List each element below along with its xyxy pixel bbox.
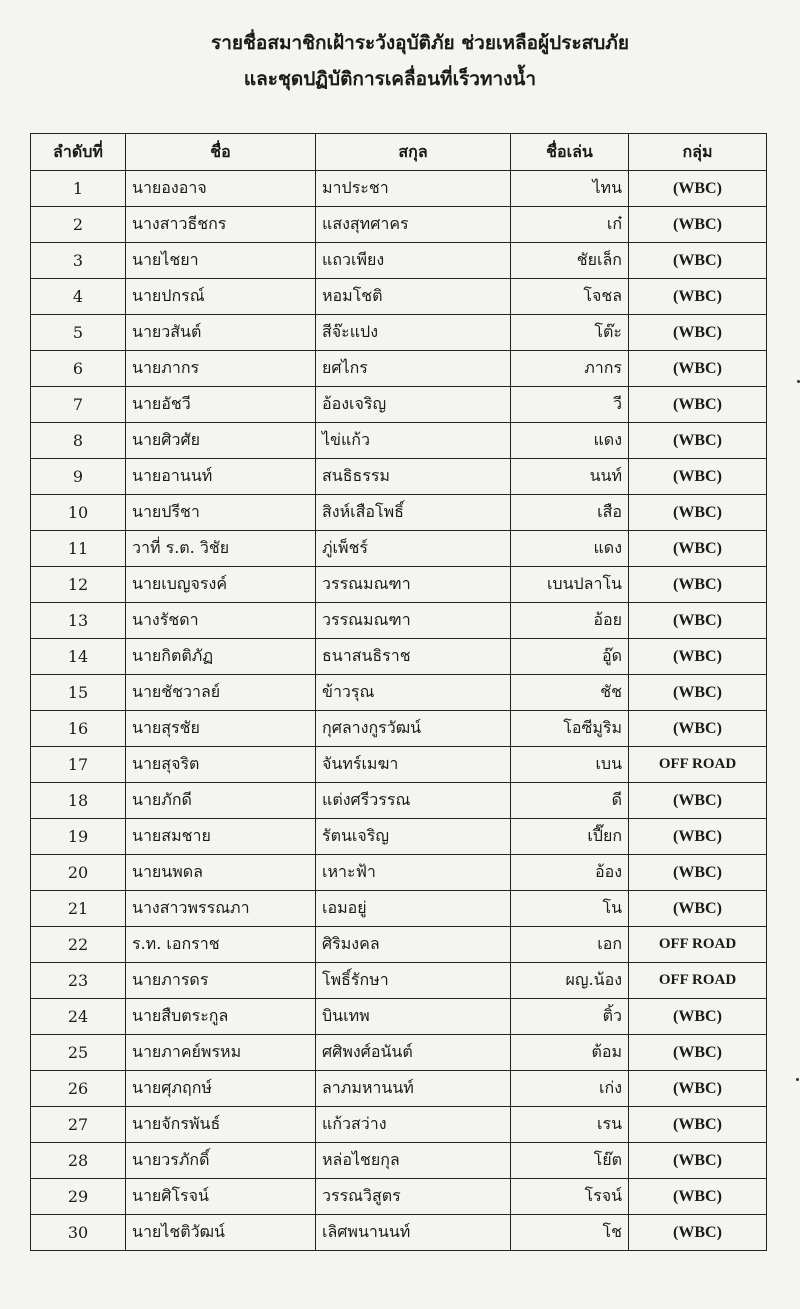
row-number: 5 (31, 315, 126, 351)
table-row (31, 891, 767, 927)
nickname-cell: ต้อม (511, 1035, 629, 1071)
table-row (31, 1035, 767, 1071)
first-name-cell: นายอานนท์ (126, 459, 316, 495)
table-header-row (31, 134, 767, 171)
table-row (31, 639, 767, 675)
surname-cell: แสงสุทศาคร (316, 207, 511, 243)
surname-cell: ศศิพงศ์อนันต์ (316, 1035, 511, 1071)
row-number: 1 (31, 171, 126, 207)
row-number: 13 (31, 603, 126, 639)
row-number: 19 (31, 819, 126, 855)
surname-cell: บินเทพ (316, 999, 511, 1035)
table-row (31, 1143, 767, 1179)
surname-cell: แก้วสว่าง (316, 1107, 511, 1143)
first-name-cell: นายนพดล (126, 855, 316, 891)
surname-cell: เหาะฟ้า (316, 855, 511, 891)
first-name-cell: นางสาวพรรณภา (126, 891, 316, 927)
surname-cell: สีจ๊ะแปง (316, 315, 511, 351)
table-row (31, 783, 767, 819)
nickname-cell: โน (511, 891, 629, 927)
table-row (31, 315, 767, 351)
surname-cell: สนธิธรรม (316, 459, 511, 495)
group-cell: (WBC) (629, 891, 767, 927)
first-name-cell: ร.ท. เอกราช (126, 927, 316, 963)
first-name-cell: นายสุจริต (126, 747, 316, 783)
member-table (30, 133, 767, 1251)
table-row (31, 567, 767, 603)
table-row (31, 423, 767, 459)
table-row (31, 819, 767, 855)
document-subtitle: และชุดปฏิบัติการเคลื่อนที่เร็วทางน้ำ (243, 68, 537, 90)
table-row (31, 927, 767, 963)
nickname-cell: นนท์ (511, 459, 629, 495)
header-group: กลุ่ม (629, 134, 767, 171)
row-number: 12 (31, 567, 126, 603)
group-cell: (WBC) (629, 1179, 767, 1215)
surname-cell: สิงห์เสือโพธิ์ (316, 495, 511, 531)
row-number: 10 (31, 495, 126, 531)
group-cell: (WBC) (629, 279, 767, 315)
nickname-cell: เปี๊ยก (511, 819, 629, 855)
first-name-cell: นายสมชาย (126, 819, 316, 855)
group-cell: (WBC) (629, 711, 767, 747)
surname-cell: หล่อไชยกุล (316, 1143, 511, 1179)
group-cell: (WBC) (629, 171, 767, 207)
row-number: 28 (31, 1143, 126, 1179)
group-cell: (WBC) (629, 1143, 767, 1179)
first-name-cell: นายชัชวาลย์ (126, 675, 316, 711)
group-cell: (WBC) (629, 855, 767, 891)
table-row (31, 1215, 767, 1251)
group-cell: (WBC) (629, 243, 767, 279)
row-number: 7 (31, 387, 126, 423)
group-cell: (WBC) (629, 495, 767, 531)
row-number: 20 (31, 855, 126, 891)
row-number: 17 (31, 747, 126, 783)
nickname-cell: เก๋ (511, 207, 629, 243)
header-name: ชื่อ (126, 134, 316, 171)
nickname-cell: ดี (511, 783, 629, 819)
surname-cell: แต่งศรีวรรณ (316, 783, 511, 819)
group-cell: (WBC) (629, 1215, 767, 1251)
first-name-cell: นายวรภักดิ์ (126, 1143, 316, 1179)
group-cell: (WBC) (629, 819, 767, 855)
table-row (31, 999, 767, 1035)
table-row (31, 387, 767, 423)
group-cell: (WBC) (629, 603, 767, 639)
row-number: 6 (31, 351, 126, 387)
table-row (31, 747, 767, 783)
group-cell: (WBC) (629, 1035, 767, 1071)
first-name-cell: นายภารดร (126, 963, 316, 999)
nickname-cell: เรน (511, 1107, 629, 1143)
nickname-cell: เสือ (511, 495, 629, 531)
first-name-cell: นายจักรพันธ์ (126, 1107, 316, 1143)
first-name-cell: นายอัชวี (126, 387, 316, 423)
group-cell: (WBC) (629, 423, 767, 459)
first-name-cell: นายสุรชัย (126, 711, 316, 747)
surname-cell: ภู่เพ็ชร์ (316, 531, 511, 567)
group-cell: (WBC) (629, 783, 767, 819)
nickname-cell: โช (511, 1215, 629, 1251)
row-number: 9 (31, 459, 126, 495)
surname-cell: เอมอยู่ (316, 891, 511, 927)
surname-cell: แถวเพียง (316, 243, 511, 279)
table-row (31, 1071, 767, 1107)
row-number: 15 (31, 675, 126, 711)
surname-cell: หอมโชติ (316, 279, 511, 315)
table-row (31, 1107, 767, 1143)
nickname-cell: ติ้ว (511, 999, 629, 1035)
nickname-cell: โอซีมูริม (511, 711, 629, 747)
table-row (31, 531, 767, 567)
first-name-cell: นายเบญจรงค์ (126, 567, 316, 603)
group-cell: (WBC) (629, 531, 767, 567)
nickname-cell: แดง (511, 423, 629, 459)
first-name-cell: นายภาคย์พรหม (126, 1035, 316, 1071)
nickname-cell: อ้อย (511, 603, 629, 639)
row-number: 25 (31, 1035, 126, 1071)
nickname-cell: เบน (511, 747, 629, 783)
table-row (31, 855, 767, 891)
first-name-cell: นายปรีชา (126, 495, 316, 531)
table-row (31, 207, 767, 243)
nickname-cell: แดง (511, 531, 629, 567)
first-name-cell: นายศิโรจน์ (126, 1179, 316, 1215)
first-name-cell: นายศิวศัย (126, 423, 316, 459)
row-number: 11 (31, 531, 126, 567)
group-cell: (WBC) (629, 675, 767, 711)
nickname-cell: โรจน์ (511, 1179, 629, 1215)
first-name-cell: วาที่ ร.ต. วิชัย (126, 531, 316, 567)
group-cell: (WBC) (629, 387, 767, 423)
row-number: 2 (31, 207, 126, 243)
first-name-cell: นายไชติวัฒน์ (126, 1215, 316, 1251)
table-row (31, 495, 767, 531)
nickname-cell: ไทน (511, 171, 629, 207)
group-cell: (WBC) (629, 207, 767, 243)
nickname-cell: ชัยเล็ก (511, 243, 629, 279)
row-number: 23 (31, 963, 126, 999)
surname-cell: ข้าวรุณ (316, 675, 511, 711)
row-number: 26 (31, 1071, 126, 1107)
nickname-cell: อ้อง (511, 855, 629, 891)
first-name-cell: นายกิตติภัฏ (126, 639, 316, 675)
table-row (31, 603, 767, 639)
table-row (31, 711, 767, 747)
surname-cell: กุศลางกูรวัฒน์ (316, 711, 511, 747)
row-number: 27 (31, 1107, 126, 1143)
nickname-cell: ชัช (511, 675, 629, 711)
document-title: รายชื่อสมาชิกเฝ้าระวังอุบัติภัย ช่วยเหลือผู้ประสบภัย (211, 32, 629, 54)
surname-cell: จันทร์เมฆา (316, 747, 511, 783)
scan-mark (796, 1078, 799, 1081)
table-row (31, 963, 767, 999)
table-row (31, 675, 767, 711)
header-nickname: ชื่อเล่น (511, 134, 629, 171)
surname-cell: ยศไกร (316, 351, 511, 387)
group-cell: (WBC) (629, 351, 767, 387)
row-number: 22 (31, 927, 126, 963)
nickname-cell: โจชล (511, 279, 629, 315)
surname-cell: วรรณวิสูตร (316, 1179, 511, 1215)
table-row (31, 459, 767, 495)
group-cell: (WBC) (629, 567, 767, 603)
first-name-cell: นางสาวธีชกร (126, 207, 316, 243)
nickname-cell: เบนปลาโน (511, 567, 629, 603)
row-number: 18 (31, 783, 126, 819)
surname-cell: มาประชา (316, 171, 511, 207)
first-name-cell: นายภากร (126, 351, 316, 387)
surname-cell: ไข่แก้ว (316, 423, 511, 459)
nickname-cell: ผญ.น้อง (511, 963, 629, 999)
nickname-cell: เอก (511, 927, 629, 963)
group-cell: OFF ROAD (629, 927, 767, 963)
row-number: 24 (31, 999, 126, 1035)
row-number: 3 (31, 243, 126, 279)
group-cell: (WBC) (629, 999, 767, 1035)
table-row (31, 279, 767, 315)
group-cell: (WBC) (629, 459, 767, 495)
surname-cell: วรรณมณฑา (316, 567, 511, 603)
group-cell: OFF ROAD (629, 747, 767, 783)
group-cell: OFF ROAD (629, 963, 767, 999)
surname-cell: โพธิ์รักษา (316, 963, 511, 999)
first-name-cell: นายสืบตระกูล (126, 999, 316, 1035)
group-cell: (WBC) (629, 315, 767, 351)
row-number: 4 (31, 279, 126, 315)
header-surname: สกุล (316, 134, 511, 171)
nickname-cell: โย๊ต (511, 1143, 629, 1179)
table-row (31, 351, 767, 387)
first-name-cell: นายภักดี (126, 783, 316, 819)
surname-cell: ศิริมงคล (316, 927, 511, 963)
row-number: 14 (31, 639, 126, 675)
group-cell: (WBC) (629, 1071, 767, 1107)
nickname-cell: วี (511, 387, 629, 423)
group-cell: (WBC) (629, 639, 767, 675)
nickname-cell: โต๊ะ (511, 315, 629, 351)
first-name-cell: นายไชยา (126, 243, 316, 279)
row-number: 8 (31, 423, 126, 459)
surname-cell: อ้องเจริญ (316, 387, 511, 423)
first-name-cell: นายปกรณ์ (126, 279, 316, 315)
row-number: 21 (31, 891, 126, 927)
first-name-cell: นายศุภฤกษ์ (126, 1071, 316, 1107)
nickname-cell: อู๊ด (511, 639, 629, 675)
surname-cell: ลาภมหานนท์ (316, 1071, 511, 1107)
first-name-cell: นายองอาจ (126, 171, 316, 207)
surname-cell: รัตนเจริญ (316, 819, 511, 855)
table-row (31, 1179, 767, 1215)
table-row (31, 243, 767, 279)
row-number: 30 (31, 1215, 126, 1251)
table-row (31, 171, 767, 207)
row-number: 29 (31, 1179, 126, 1215)
group-cell: (WBC) (629, 1107, 767, 1143)
table-body (31, 171, 767, 1251)
nickname-cell: เก่ง (511, 1071, 629, 1107)
nickname-cell: ภากร (511, 351, 629, 387)
surname-cell: เลิศพนานนท์ (316, 1215, 511, 1251)
header-no: ลำดับที่ (31, 134, 126, 171)
first-name-cell: นางรัชดา (126, 603, 316, 639)
surname-cell: ธนาสนธิราช (316, 639, 511, 675)
row-number: 16 (31, 711, 126, 747)
first-name-cell: นายวสันต์ (126, 315, 316, 351)
surname-cell: วรรณมณฑา (316, 603, 511, 639)
